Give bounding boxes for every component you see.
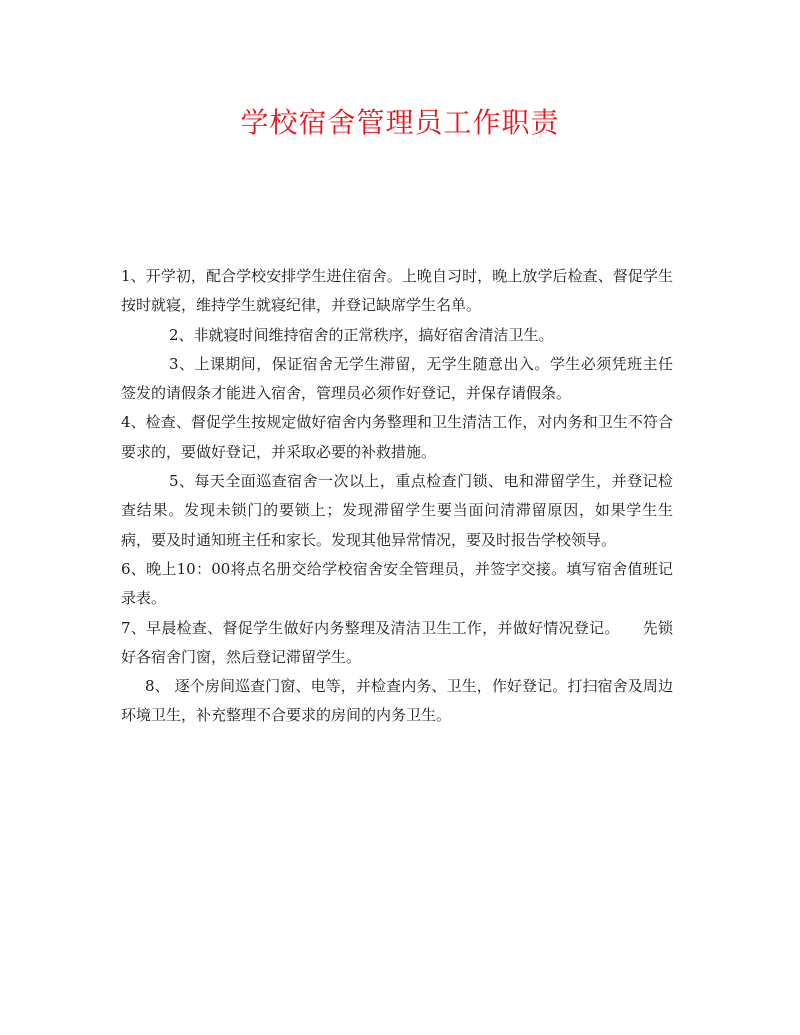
duty-paragraph-8: 8、 逐个房间巡查门窗、电等，并检查内务、卫生，作好登记。打扫宿舍及周边环境卫生，补充整理不合要求的房间的内务卫生。 bbox=[121, 677, 673, 725]
duty-paragraph-7: 7、早晨检查、督促学生做好内务整理及清洁卫生工作，并做好情况登记。 先锁好各宿舍门窗，然后登记滞留学生。 bbox=[121, 618, 673, 666]
duty-paragraph-6: 6、晚上10：00将点名册交给学校宿舍安全管理员，并签字交接。填写宿舍值班记录表。 bbox=[121, 559, 673, 608]
duty-paragraph-1: 1、开学初，配合学校安排学生进住宿舍。上晚自习时，晚上放学后检查、督促学生按时就寝，维持学生就寝纪律，并登记缺席学生名单。 bbox=[121, 267, 673, 315]
document-title: 学校宿舍管理员工作职责 bbox=[240, 106, 560, 139]
duty-paragraph-3: 3、上课期间，保证宿舍无学生滞留，无学生随意出入。学生必须凭班主任签发的请假条才能进入宿舍，管理员必须作好登记，并保存请假条。 bbox=[121, 354, 673, 403]
duty-paragraph-4: 4、检查、督促学生按规定做好宿舍内务整理和卫生清洁工作，对内务和卫生不符合要求的，要做好登记，并采取必要的补救措施。 bbox=[121, 413, 673, 461]
duty-paragraph-2: 2、非就寝时间维持宿舍的正常秩序，搞好宿舍清洁卫生。 bbox=[169, 325, 554, 344]
duty-paragraph-5: 5、每天全面巡查宿舍一次以上，重点检查门锁、电和滞留学生，并登记检查结果。发现未锁门的要锁上；发现滞留学生要当面问清滞留原因，如果学生生病，要及时通知班主任和家长。发现其他异常情况，要及时报告学校领导。 bbox=[121, 472, 673, 549]
document-body bbox=[121, 262, 673, 731]
